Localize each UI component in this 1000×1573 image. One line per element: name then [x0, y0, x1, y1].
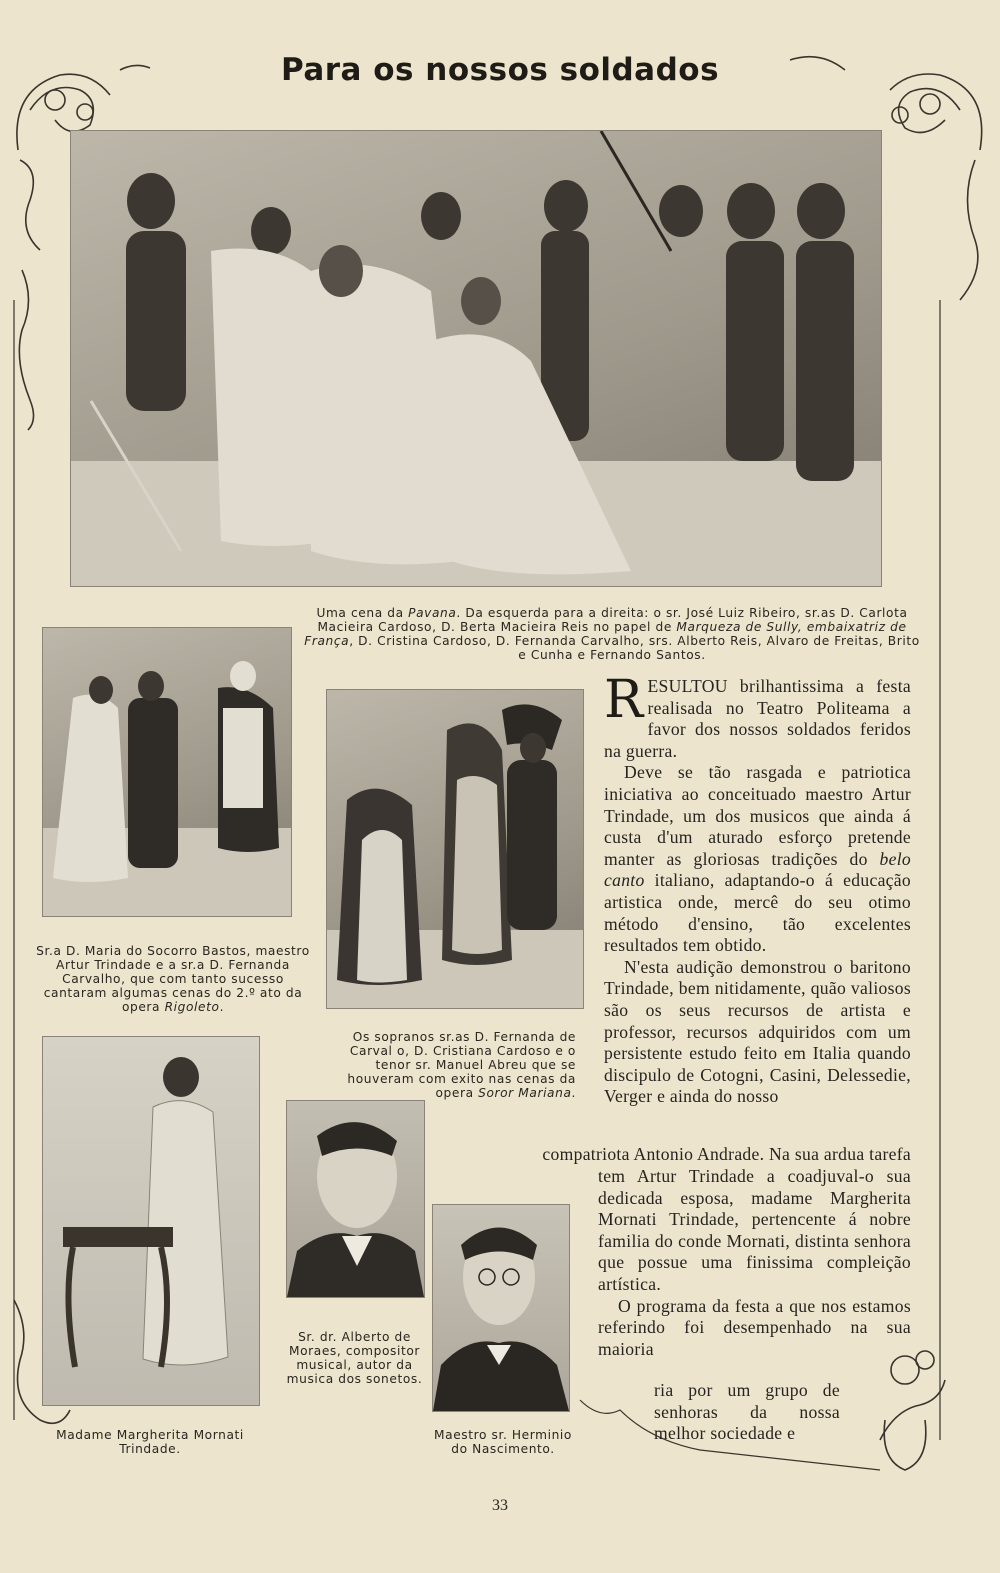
paragraph-3-continued: tem Artur Trindade a coadjuval-o sua dedicada esposa, madame Margherita Mornati Trindade, pertencente á nobre familia do conde Mornati, distinta senhora que possue uma finissima compleição artística.	[598, 1166, 911, 1294]
pavana-figures	[71, 131, 881, 586]
photo-soror-mariana	[326, 689, 584, 1009]
paragraph-4: O programa da festa a que nos estamos referindo foi desempenhado na sua maioria	[598, 1295, 911, 1359]
photo-pavana	[70, 130, 882, 587]
photo-moraes	[286, 1100, 425, 1298]
paragraph-2: Deve se tão rasgada e patriotica iniciativa ao conceituado maestro Artur Trindade, um dos musicos que ainda á custa d'um aturado esforço pretende manter as gloriosas tradições do belo canto italiano, adaptando-o á educação artistica onde, mercê do seu otimo método d'ensino, tão excelentes resultados tem obtido.	[604, 762, 911, 956]
article-body-lower	[598, 1166, 911, 1360]
page-number: 33	[492, 1497, 508, 1514]
caption-pavana: Uma cena da Pavana. Da esquerda para a direita: o sr. José Luiz Ribeiro, sr.as D. Carlota Macieira Cardoso, D. Berta Macieira Reis no papel de Marqueza de Sully, embaixatriz de França, D. Cristina Cardoso, D. Fernanda Carvalho, srs. Alberto Reis, Alvaro de Freitas, Brito e Cunha e Fernando Santos.	[304, 606, 920, 662]
photo-margherita	[42, 1036, 260, 1406]
caption-margherita: Madame Margherita Mornati Trindade.	[56, 1428, 244, 1456]
article-body	[604, 670, 911, 1108]
caption-rigoleto: Sr.a D. Maria do Socorro Bastos, maestro Artur Trindade e a sr.a D. Fernanda Carvalho, que com tanto sucesso cantaram algumas cenas do 2.º ato da opera Rigoleto.	[36, 944, 310, 1014]
paragraph-1: RESULTOU brilhantissima a festa realisada no Teatro Politeama a favor dos nossos soldados feridos na guerra.	[604, 670, 911, 761]
caption-nascimento: Maestro sr. Herminio do Nascimento.	[434, 1428, 572, 1456]
soror-figures	[327, 690, 583, 1008]
article-title: Para os nossos soldados	[280, 52, 720, 88]
rigoleto-figures	[43, 628, 291, 916]
article-body-wide-line: compatriota Antonio Andrade. Na sua ardua tarefa	[542, 1144, 911, 1164]
drop-cap: R	[604, 670, 644, 730]
photo-rigoleto	[42, 627, 292, 917]
caption-moraes: Sr. dr. Alberto de Moraes, compositor musical, autor da musica dos sonetos.	[286, 1330, 423, 1386]
margherita-figure	[43, 1037, 259, 1405]
caption-soror-mariana: Os sopranos sr.as D. Fernanda de Carval o, D. Cristiana Cardoso e o tenor sr. Manuel Abreu que se houveram com exito nas cenas da opera Soror Mariana.	[347, 1030, 576, 1100]
nascimento-portrait	[433, 1205, 569, 1411]
paragraph-3: N'esta audição demonstrou o baritono Trindade, bem nitidamente, quão valiosos são os seus recursos de artista e professor, recursos adquiridos com um persistente estudo feito em Italia quando discipulo de Cotogni, Casini, Delessedie, Verger e ainda do nosso	[604, 956, 911, 1107]
article-body-end: ria por um grupo de senhoras da nossa melhor sociedade e	[654, 1380, 840, 1444]
photo-nascimento	[432, 1204, 570, 1412]
moraes-portrait	[287, 1101, 424, 1297]
